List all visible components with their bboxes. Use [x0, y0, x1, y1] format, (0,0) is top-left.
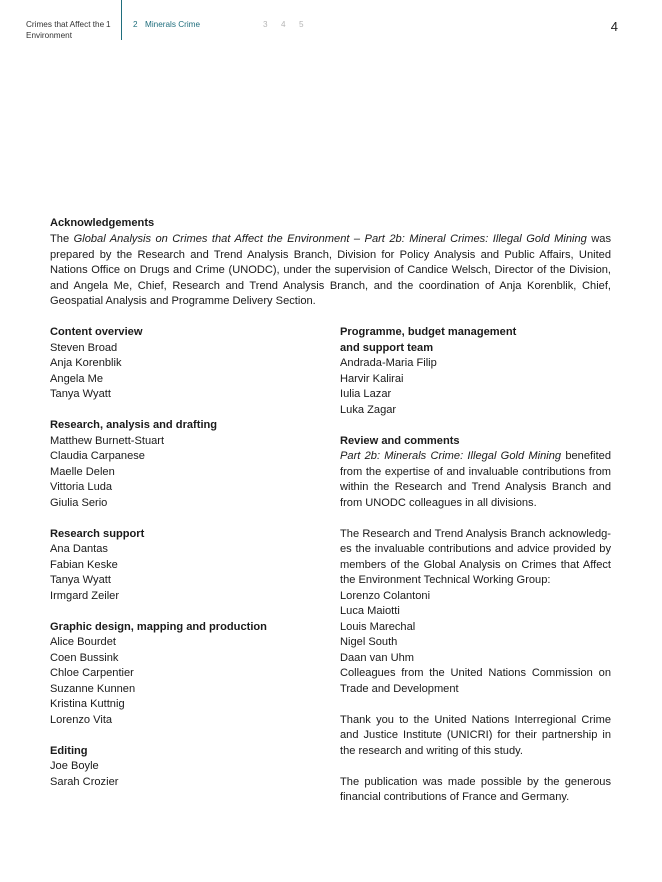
name-item: Vittoria Luda: [50, 481, 113, 493]
nav-chapter-2-label[interactable]: Minerals Crime: [145, 20, 201, 29]
name-item: Giulia Serio: [50, 496, 108, 509]
nav-chapter-4[interactable]: 4: [281, 20, 286, 29]
page-number: 4: [610, 19, 618, 34]
name-item: Daan van Uhm: [340, 651, 414, 664]
acknowledgements-intro: [50, 232, 611, 310]
name-item: Maelle Delen: [50, 465, 115, 478]
review-publication-title: Part 2b: Minerals Crime: Illegal Gold Mining: [340, 450, 562, 462]
review-text: benefited from the expertise of and invaluable contributions from within the Research and Trend Analysis Branch and from UNODC colleagues in all divisions.: [340, 450, 611, 509]
nav-chapter-5[interactable]: 5: [299, 20, 304, 29]
name-item: Luca Maiotti: [340, 605, 400, 617]
name-item: Fabian Keske: [50, 558, 118, 571]
name-item: Lorenzo Vita: [50, 713, 113, 726]
colleagues-note: Colleagues from the United Nations Commission on Trade and Development: [340, 667, 611, 695]
intro-publication-title: Global Analysis on Crimes that Affect the Environment – Part 2b: Mineral Crimes: Illegal Gold Mining: [73, 233, 587, 245]
section-editing: [50, 744, 320, 791]
name-item: Louis Marechal: [340, 620, 416, 633]
name-item: Tanya Wyatt: [50, 574, 111, 586]
review-paragraph: [340, 449, 611, 511]
section-content-overview: [50, 325, 320, 403]
section-title: Review and comments: [340, 434, 460, 447]
name-item: Tanya Wyatt: [50, 388, 111, 400]
working-group-intro: The Research and Trend Analysis Branch acknowledges the invaluable contributions and advice provided by members of the Global Analysis on Crimes that Affect the Environment Technical Working Group:: [340, 527, 611, 586]
funding-block: [340, 775, 611, 806]
section-programme-team: [340, 325, 611, 418]
section-research-support: [50, 527, 320, 605]
section-review-comments: [340, 434, 611, 512]
name-item: Ana Dantas: [50, 543, 108, 555]
name-item: Sarah Crozier: [50, 775, 119, 788]
section-title: Editing: [50, 744, 88, 757]
name-item: Nigel South: [340, 636, 398, 648]
working-group-block: [340, 527, 611, 698]
document-title: Crimes that Affect the Environment: [26, 20, 105, 40]
right-column: [340, 325, 611, 821]
nav-chapter-2[interactable]: 2: [133, 20, 138, 29]
name-item: Lorenzo Colantoni: [340, 589, 431, 602]
name-item: Suzanne Kunnen: [50, 682, 136, 695]
section-title: Content overview: [50, 326, 143, 338]
funding-note: The publication was made possible by the generous financial contributions of France and Germany.: [340, 775, 611, 803]
unicri-thanks: Thank you to the United Nations Interregional Crime and Justice Institute (UNICRI) for their partnership in the research and writing of this study.: [340, 713, 611, 757]
name-item: Andrada-Maria Filip: [340, 357, 437, 369]
name-item: Harvir Kalirai: [340, 372, 404, 385]
name-item: Irmgard Zeiler: [50, 589, 120, 602]
acknowledgements-heading: Acknowledgements: [50, 217, 155, 229]
name-item: Alice Bourdet: [50, 636, 116, 648]
intro-text-rest: was prepared by the Research and Trend Analysis Branch, Division for Policy Analysis and Public Affairs, United Nations Office on Drugs and Crime (UNODC), under the supervision of Candice Welsch, Director of the Division, and Angela Me, Chief, Research and Trend Analysis Branch, and the coordination of Anja Korenblik, Chief, Geospatial Analysis and Programme Delivery Section.: [50, 233, 612, 307]
name-item: Steven Broad: [50, 341, 118, 354]
section-title: Research support: [50, 527, 145, 540]
name-item: Joe Boyle: [50, 760, 99, 772]
section-title: Research, analysis and drafting: [50, 419, 218, 431]
name-item: Anja Korenblik: [50, 357, 122, 369]
section-title: Graphic design, mapping and production: [50, 620, 267, 633]
name-item: Coen Bussink: [50, 651, 119, 664]
nav-chapter-3[interactable]: 3: [263, 20, 268, 29]
section-title-line1: Programme, budget management: [340, 326, 517, 338]
name-item: Angela Me: [50, 372, 104, 385]
nav-divider: [121, 0, 122, 40]
name-item: Luka Zagar: [340, 403, 397, 416]
name-item: Kristina Kuttnig: [50, 698, 125, 710]
name-item: Matthew Burnett-Stuart: [50, 434, 165, 447]
section-graphic-design: [50, 620, 320, 729]
name-item: Iulia Lazar: [340, 388, 392, 400]
name-item: Claudia Carpanese: [50, 450, 145, 462]
name-item: Chloe Carpentier: [50, 667, 134, 679]
section-title-line2: and support team: [340, 341, 434, 354]
unicri-block: [340, 713, 611, 760]
nav-chapter-1[interactable]: 1: [106, 20, 111, 29]
left-column: [50, 325, 320, 806]
section-research-analysis-drafting: [50, 418, 320, 511]
intro-text-start: The: [50, 233, 74, 245]
